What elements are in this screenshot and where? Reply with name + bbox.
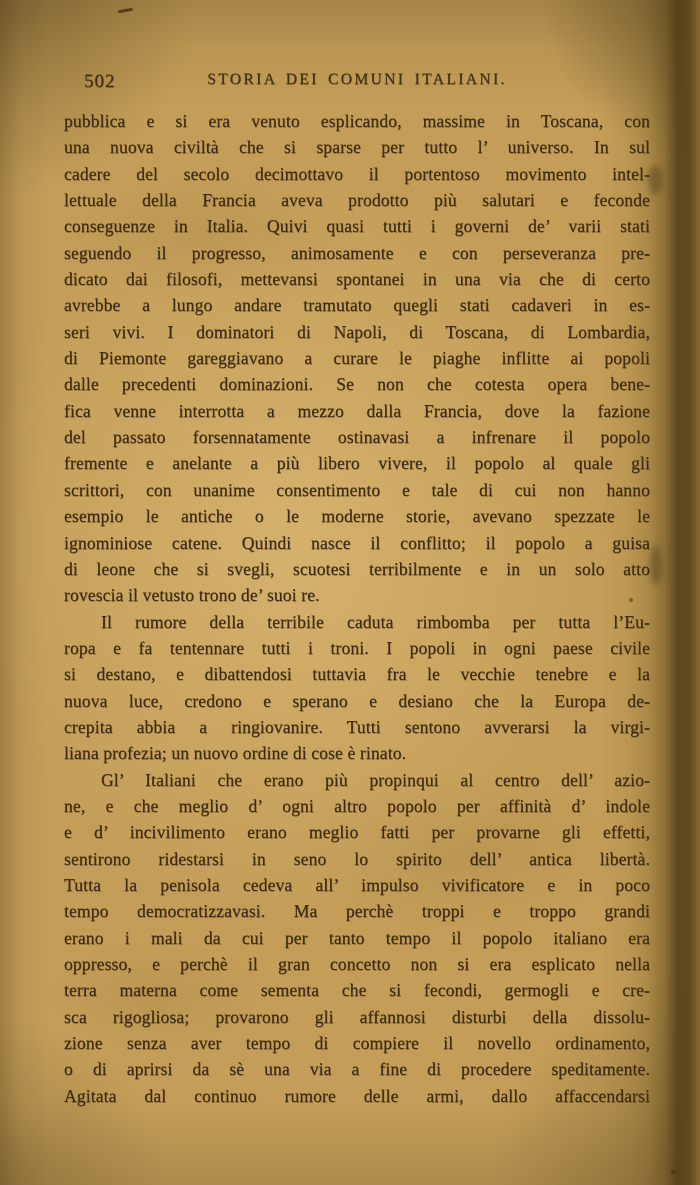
text-line: seri vivi. I dominatori di Napoli, di Toscana, di Lombardia, [64, 321, 650, 342]
text-line: zione senza aver tempo di compiere il novello ordinamento, [64, 1033, 650, 1054]
text-line: sentirono ridestarsi in seno lo spirito dell’ antica libertà. [64, 848, 650, 869]
text-line: ropa e fa tentennare tutti i troni. I popoli in ogni paese civile [64, 637, 650, 658]
text-line: Tutta la penisola cedeva all’ impulso vivificatore e in poco [64, 874, 650, 895]
text-line: del passato forsennatamente ostinavasi a infrenare il popolo [64, 427, 650, 448]
ink-speck [629, 598, 633, 602]
text-line: di leone che si svegli, scuotesi terribilmente e in un solo atto [64, 558, 650, 579]
text-line: sca rigogliosa; provarono gli affannosi disturbi della dissolu- [64, 1006, 650, 1027]
text-line: di Piemonte gareggiavano a curare le piaghe inflitte ai popoli [64, 348, 650, 369]
text-line: oppresso, e perchè il gran concetto non si era esplicato nella [64, 954, 650, 974]
binding-shadow-blotch [650, 545, 662, 585]
text-line: o di aprirsi da sè una via a fine di procedere speditamente. [64, 1059, 650, 1080]
text-line: terra materna come sementa che si fecondi, germogli e cre- [64, 980, 650, 1001]
ink-speck [118, 8, 133, 14]
text-line: ignominiose catene. Quindi nasce il conflitto; il popolo a guisa [64, 532, 650, 553]
text-line: dalle precedenti dominazioni. Se non che cotesta opera bene- [64, 374, 650, 395]
text-line: dicato dai filosofi, mettevansi spontanei in una via che di certo [64, 269, 650, 290]
binding-shadow-blotch [648, 165, 662, 195]
text-line: fica venne interrotta a mezzo dalla Francia, dove la fazione [64, 400, 650, 421]
running-title: STORIA DEI COMUNI ITALIANI. [207, 71, 507, 88]
text-line: pubblica e si era venuto esplicando, massime in Toscana, con [64, 111, 650, 131]
text-line: e d’ incivilimento erano meglio fatti per provarne gli effetti, [64, 822, 650, 843]
text-line: tempo democratizzavasi. Ma perchè troppi e troppo grandi [64, 901, 650, 922]
text-line: si destano, e dibattendosi tuttavia fra le vecchie tenebre e la [64, 664, 650, 685]
text-line: Agitata dal continuo rumore delle armi, dallo affaccendarsi [64, 1085, 650, 1106]
text-line: lettuale della Francia aveva prodotto più salutari e feconde [64, 190, 650, 211]
page-number: 502 [84, 71, 116, 92]
ink-speck [671, 1170, 676, 1174]
text-line: avrebbe a lungo andare tramutato quegli stati cadaveri in es- [64, 295, 650, 316]
text-line: ne, e che meglio d’ ogni altro popolo per affinità d’ indole [64, 795, 650, 816]
text-line: Gl’ Italiani che erano più propinqui al centro dell’ azio- [101, 769, 650, 790]
text-line: cadere del secolo decimottavo il portentoso movimento intel- [64, 163, 650, 184]
text-line: scrittori, con unanime consentimento e tale di cui non hanno [64, 479, 650, 500]
page-body [64, 108, 650, 1109]
text-line: conseguenze in Italia. Quivi quasi tutti i governi de’ varii stati [64, 216, 650, 237]
text-line: erano i mali da cui per tanto tempo il popolo italiano era [64, 927, 650, 948]
text-line: crepita abbia a ringiovanire. Tutti sentono avverarsi la virgi- [64, 716, 650, 737]
text-line: esempio le antiche o le moderne storie, avevano spezzate le [64, 506, 650, 527]
text-line: Il rumore della terribile caduta rimbomba per tutta l’Eu- [101, 611, 650, 632]
text-line: seguendo il progresso, animosamente e con perseveranza pre- [64, 242, 650, 263]
text-line: fremente e anelante a più libero vivere, il popolo al quale gli [64, 453, 650, 474]
text-line: liana profezia; un nuovo ordine di cose è rinato. [64, 743, 407, 764]
text-line: rovescia il vetusto trono de’ suoi re. [64, 585, 320, 606]
text-line: nuova luce, credono e sperano e desiano che la Europa de- [64, 690, 650, 711]
page-header [64, 71, 650, 92]
text-line: una nuova civiltà che si sparse per tutto l’ universo. In sul [64, 137, 650, 158]
